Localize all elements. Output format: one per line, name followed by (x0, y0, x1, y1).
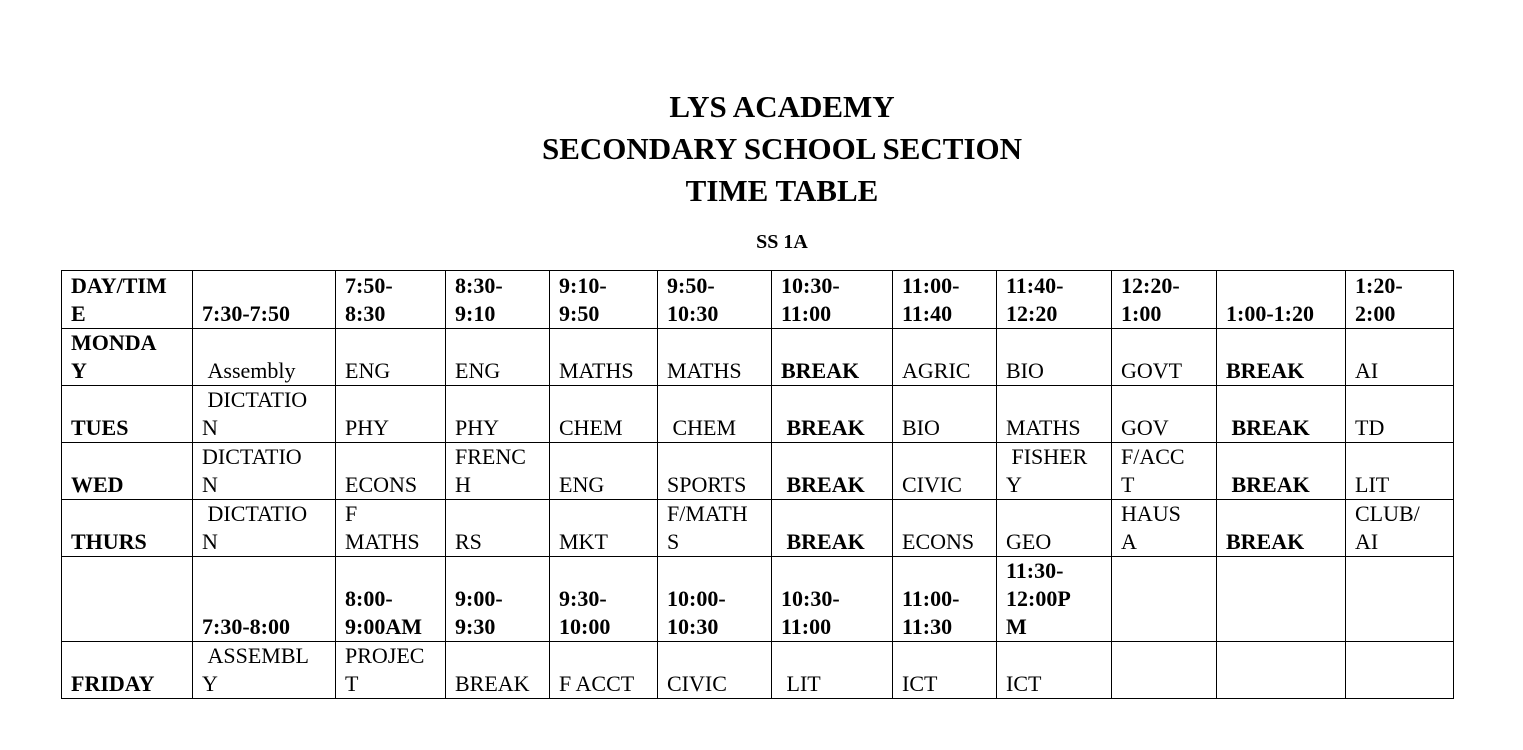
time-slot-cell: 10:30- 11:00 (772, 557, 893, 642)
subject-cell: BREAK (1217, 500, 1346, 557)
day-cell: MONDA Y (62, 329, 193, 386)
subject-cell: ASSEMBL Y (193, 642, 336, 699)
subject-cell: DICTATIO N (193, 386, 336, 443)
tuesday-row (62, 386, 1454, 443)
subject-cell: AI (1346, 329, 1454, 386)
subject-cell: DICTATIO N (193, 500, 336, 557)
subject-cell: BREAK (772, 443, 893, 500)
subject-cell: CHEM (550, 386, 658, 443)
time-slot-cell: 12:20- 1:00 (1112, 271, 1217, 329)
subject-cell: BREAK (772, 329, 893, 386)
time-slot-cell: 9:10- 9:50 (550, 271, 658, 329)
document-header (0, 86, 1523, 212)
time-slot-cell: 10:30- 11:00 (772, 271, 893, 329)
subject-cell: CIVIC (893, 443, 997, 500)
subject-cell: F MATHS (336, 500, 446, 557)
subject-cell: SPORTS (658, 443, 772, 500)
day-cell (62, 557, 193, 642)
subject-cell: GEO (997, 500, 1112, 557)
subject-cell: GOV (1112, 386, 1217, 443)
time-slot-cell: 9:00- 9:30 (446, 557, 550, 642)
subject-cell (1346, 642, 1454, 699)
subject-cell: MATHS (658, 329, 772, 386)
subject-cell: MATHS (997, 386, 1112, 443)
monday-row (62, 329, 1454, 386)
thursday-row (62, 500, 1454, 557)
subject-cell (1217, 642, 1346, 699)
subject-cell: LIT (1346, 443, 1454, 500)
subject-cell: ENG (336, 329, 446, 386)
subject-cell: BREAK (446, 642, 550, 699)
subject-cell: F/ACC T (1112, 443, 1217, 500)
subject-cell: ECONS (336, 443, 446, 500)
class-label: SS 1A (756, 231, 808, 253)
time-slot-cell: 11:40- 12:20 (997, 271, 1112, 329)
time-slot-cell: 1:20- 2:00 (1346, 271, 1454, 329)
subject-cell: BIO (893, 386, 997, 443)
time-slot-cell: 8:00- 9:00AM (336, 557, 446, 642)
time-slot-cell: 11:00- 11:30 (893, 557, 997, 642)
subject-cell: PHY (446, 386, 550, 443)
subject-cell (1112, 642, 1217, 699)
friday-row (62, 642, 1454, 699)
subject-cell: F/MATH S (658, 500, 772, 557)
subject-cell: DICTATIO N (193, 443, 336, 500)
subject-cell: GOVT (1112, 329, 1217, 386)
friday-time-row (62, 557, 1454, 642)
subject-cell: TD (1346, 386, 1454, 443)
time-slot-cell: 9:30- 10:00 (550, 557, 658, 642)
day-cell: WED (62, 443, 193, 500)
time-slot-cell: 11:30- 12:00P M (997, 557, 1112, 642)
day-cell: DAY/TIM E (62, 271, 193, 329)
subject-cell: ECONS (893, 500, 997, 557)
subject-cell: CLUB/ AI (1346, 500, 1454, 557)
header-row (62, 271, 1454, 329)
subject-cell: AGRIC (893, 329, 997, 386)
time-slot-cell (1112, 557, 1217, 642)
subject-cell: LIT (772, 642, 893, 699)
subject-cell: ENG (446, 329, 550, 386)
time-slot-cell (1346, 557, 1454, 642)
school-name: LYS ACADEMY (669, 89, 895, 124)
subject-cell: PHY (336, 386, 446, 443)
subject-cell: ENG (550, 443, 658, 500)
subject-cell: PROJEC T (336, 642, 446, 699)
day-cell: THURS (62, 500, 193, 557)
time-slot-cell: 10:00- 10:30 (658, 557, 772, 642)
time-slot-cell: 11:00- 11:40 (893, 271, 997, 329)
time-slot-cell: 8:30- 9:10 (446, 271, 550, 329)
subject-cell: BREAK (772, 386, 893, 443)
day-cell: FRIDAY (62, 642, 193, 699)
day-cell: TUES (62, 386, 193, 443)
subject-cell: ICT (893, 642, 997, 699)
time-slot-cell: 7:50- 8:30 (336, 271, 446, 329)
subject-cell: BREAK (1217, 386, 1346, 443)
time-slot-cell: 1:00-1:20 (1217, 271, 1346, 329)
subject-cell: MATHS (550, 329, 658, 386)
subject-cell: BREAK (1217, 443, 1346, 500)
wednesday-row (62, 443, 1454, 500)
subject-cell: RS (446, 500, 550, 557)
time-slot-cell: 9:50- 10:30 (658, 271, 772, 329)
time-slot-cell: 7:30-7:50 (193, 271, 336, 329)
subject-cell: FRENC H (446, 443, 550, 500)
subject-cell: FISHER Y (997, 443, 1112, 500)
subject-cell: BREAK (1217, 329, 1346, 386)
subject-cell: BIO (997, 329, 1112, 386)
subject-cell: HAUS A (1112, 500, 1217, 557)
timetable (61, 270, 1454, 699)
section-name: SECONDARY SCHOOL SECTION (541, 131, 1023, 166)
subject-cell: Assembly (193, 329, 336, 386)
subject-cell: ICT (997, 642, 1112, 699)
subject-cell: CIVIC (658, 642, 772, 699)
subject-cell: CHEM (658, 386, 772, 443)
time-slot-cell (1217, 557, 1346, 642)
document-title: TIME TABLE (685, 173, 879, 208)
time-slot-cell: 7:30-8:00 (193, 557, 336, 642)
subject-cell: F ACCT (550, 642, 658, 699)
subject-cell: MKT (550, 500, 658, 557)
subject-cell: BREAK (772, 500, 893, 557)
